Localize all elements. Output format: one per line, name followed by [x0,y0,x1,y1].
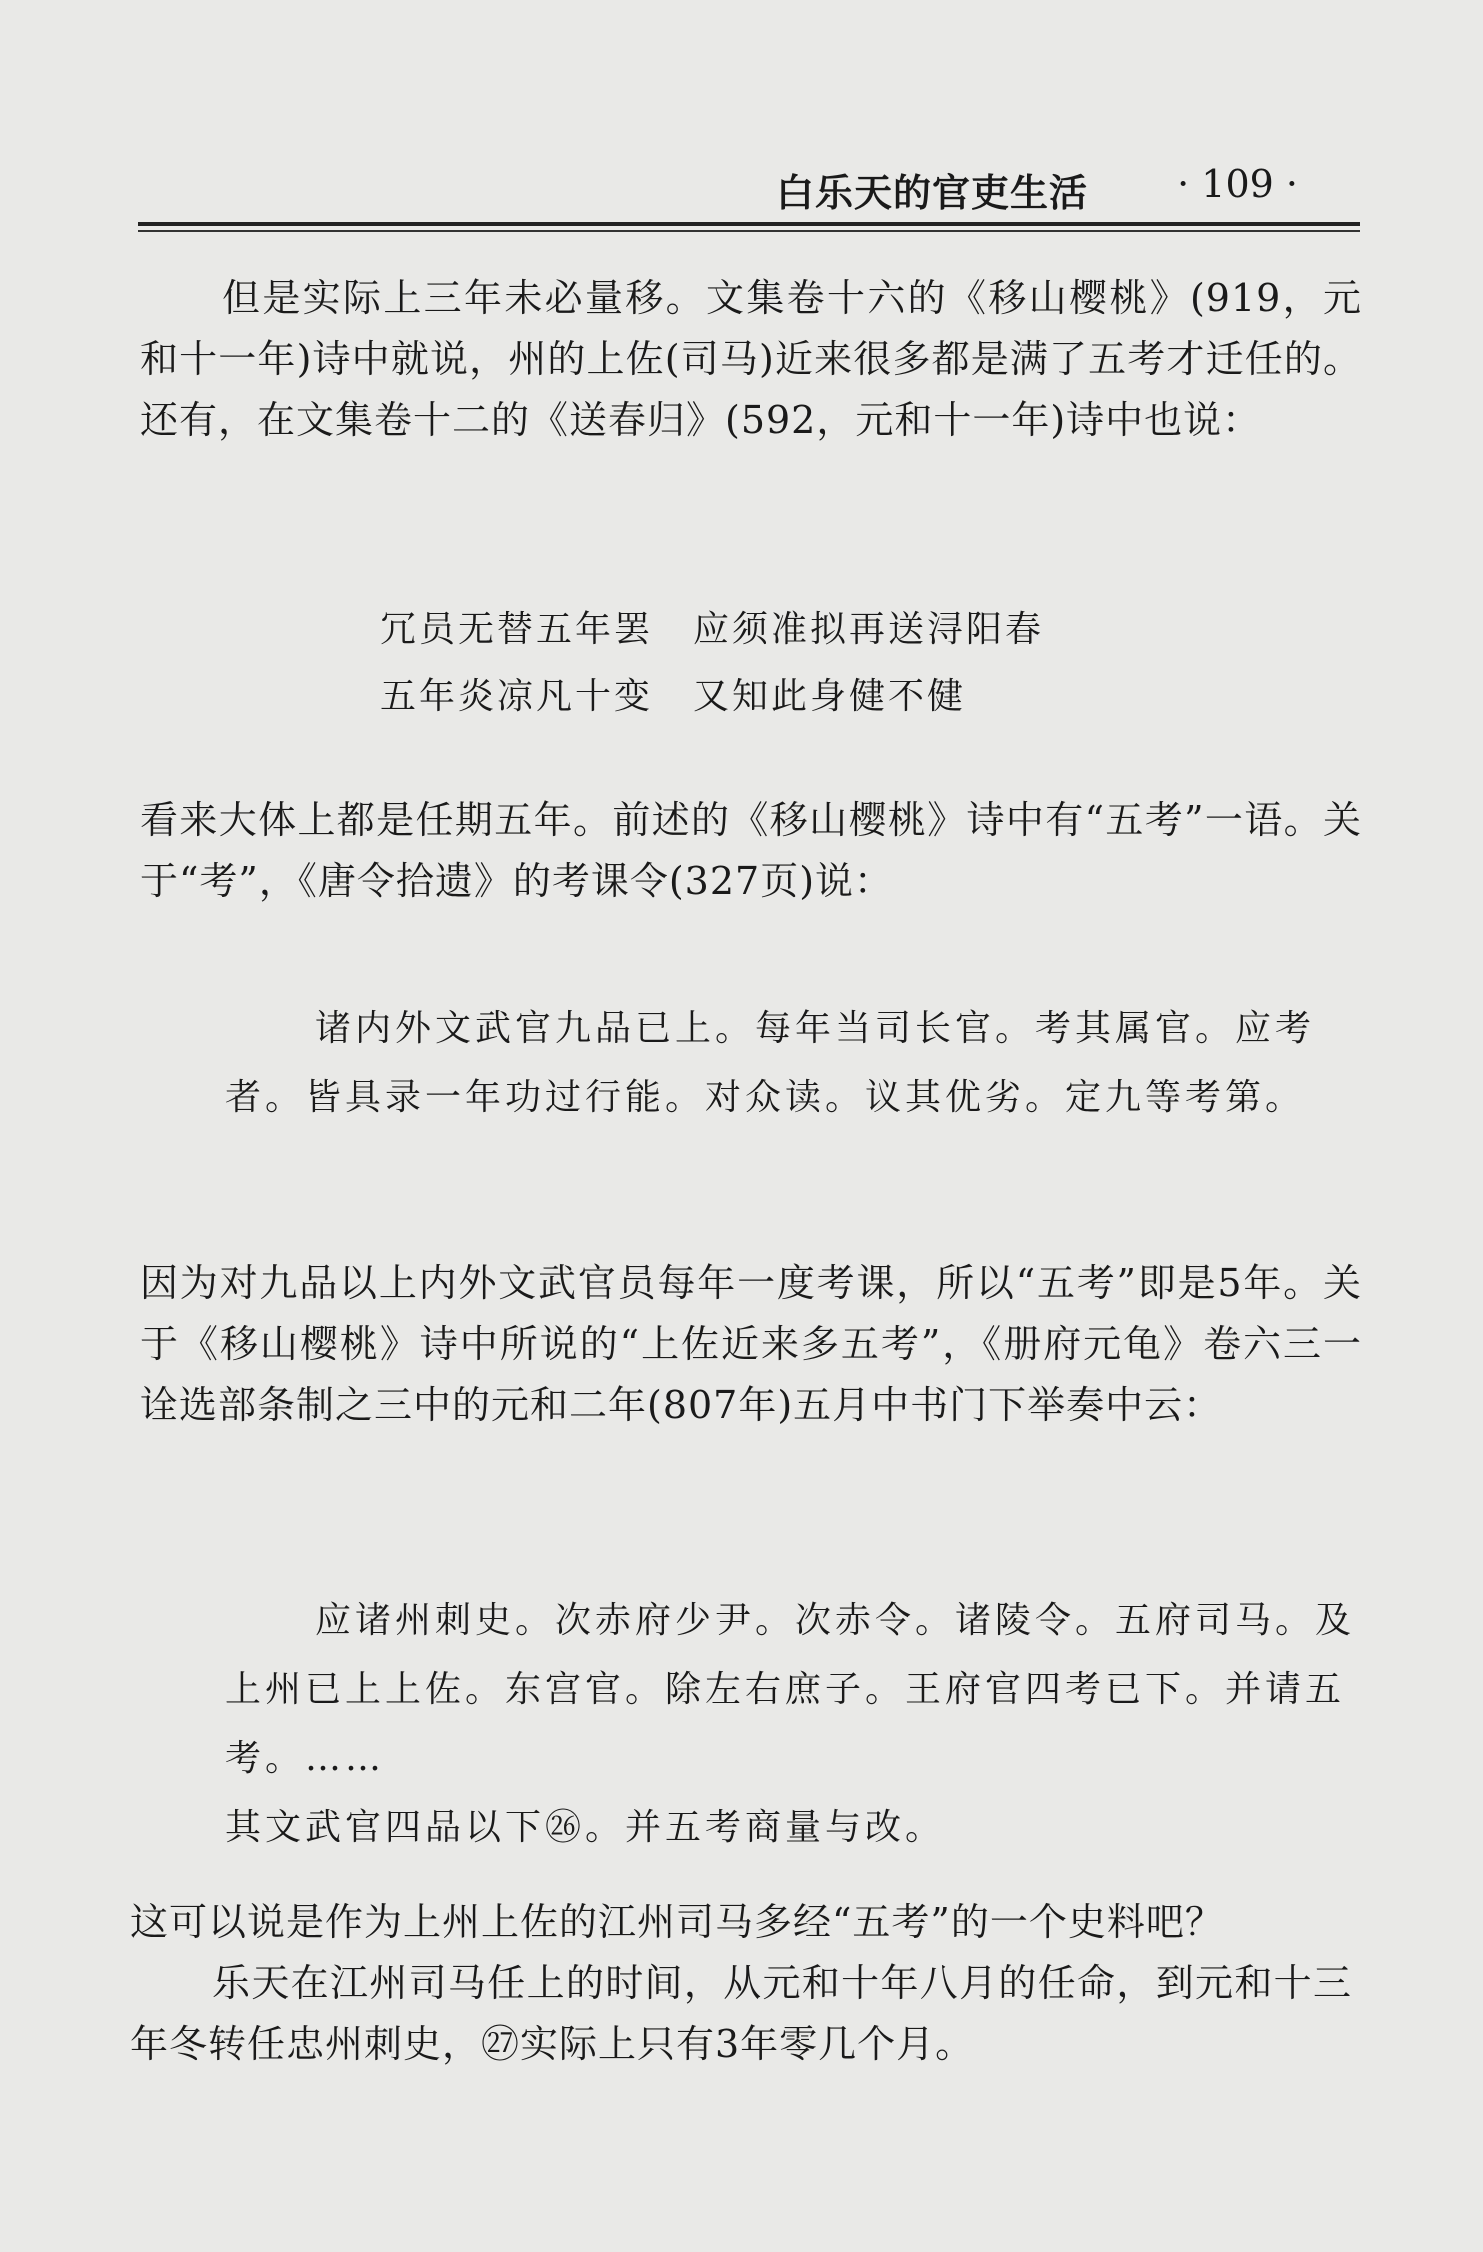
quote-2-text: 应诸州刺史。次赤府少尹。次赤令。诸陵令。五府司马。及上州已上上佐。东宫官。除左右庶子。王府官四考已下。并请五考。…… [225,1600,1356,1779]
paragraph-3-block [140,1253,1362,1436]
header-rule-thin [138,230,1360,232]
quote-kaoke-ling [225,994,1355,1132]
paragraph-1: 但是实际上三年未必量移。文集卷十六的《移山樱桃》(919，元和十一年)诗中就说，州的上佐(司马)近来很多都是满了五考才迁任的。还有，在文集卷十二的《送春归》(592，元和十一年)诗中也说： [140,276,1362,442]
poem-line-1 [380,596,1280,663]
paragraph-4: 这可以说是作为上州上佐的江州司马多经“五考”的一个史料吧？ [130,1900,1224,1944]
quote-cefu-yuangui [225,1586,1355,1862]
header-title: 白乐天的官吏生活 [775,171,1088,215]
poem-line-2-second: 又知此身健不健 [693,676,967,717]
poem-line-2-first: 五年炎凉凡十变 [380,676,654,717]
header-rule-thick [138,222,1360,226]
paragraph-1-block [140,268,1362,451]
poem-quote [380,596,1280,730]
running-header [138,150,1358,230]
poem-line-1-second: 应须准拟再送浔阳春 [693,609,1045,650]
paragraph-2: 看来大体上都是任期五年。前述的《移山樱桃》诗中有“五考”一语。关于“考”，《唐令拾遗》的考课令(327页)说： [140,798,1362,903]
paragraph-2-block [140,790,1362,912]
page-number: · 109 · [1177,162,1298,206]
paragraph-3: 因为对九品以上内外文武官员每年一度考课，所以“五考”即是5年。关于《移山樱桃》诗中所说的“上佐近来多五考”，《册府元龟》卷六三一诠选部条制之三中的元和二年(807年)五月中书门下举奏中云： [140,1261,1362,1427]
poem-line-2 [380,663,1280,730]
quote-1-text: 诸内外文武官九品已上。每年当司长官。考其属官。应考者。皆具录一年功过行能。对众读。议其优劣。定九等考第。 [225,1008,1316,1118]
poem-line-1-first: 冗员无替五年罢 [380,609,654,650]
paragraph-5: 乐天在江州司马任上的时间，从元和十年八月的任命，到元和十三年冬转任忠州刺史，㉗实际上只有3年零几个月。 [130,1961,1352,2066]
paragraph-4-block [130,1892,1352,2075]
quote-2-text-continued: 其文武官四品以下㉖。并五考商量与改。 [225,1807,946,1848]
